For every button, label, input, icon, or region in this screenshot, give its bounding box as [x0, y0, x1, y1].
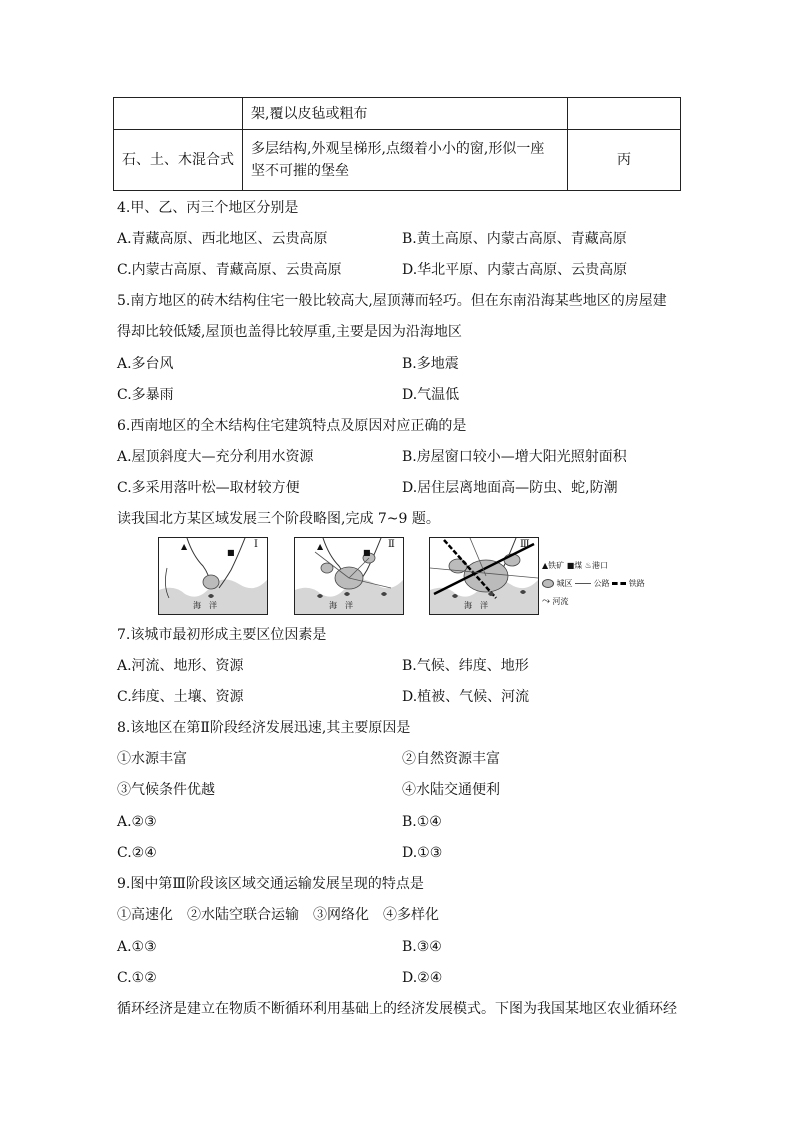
- coal-icon: ■: [363, 548, 371, 557]
- q8-option-b: B.①④: [402, 814, 442, 830]
- q4-option-d: D.华北平原、内蒙古高原、云贵高原: [402, 262, 628, 278]
- stage-2-label: Ⅱ: [388, 539, 395, 550]
- table-cell: 丙: [568, 130, 681, 191]
- legend-line2: [542, 578, 645, 590]
- legend-river: 河流: [552, 597, 569, 606]
- railway-icon: [612, 582, 626, 585]
- q8-item-1: ①水源丰富: [117, 751, 187, 767]
- q8-item-2: ②自然资源丰富: [402, 751, 500, 767]
- q6-option-d: D.居住层离地面高—防虫、蛇,防潮: [402, 480, 618, 496]
- table-cell: [243, 130, 568, 191]
- q5-option-b: B.多地震: [402, 356, 459, 372]
- road-icon: [575, 583, 591, 584]
- coal-icon: ■: [227, 548, 235, 557]
- q9-stem: 9.图中第Ⅲ阶段该区域交通运输发展呈现的特点是: [117, 876, 424, 892]
- table-cell: 架,覆以皮毡或粗布: [243, 98, 568, 130]
- q4-option-a: A.青藏高原、西北地区、云贵高原: [117, 231, 328, 247]
- q6-stem: 6.西南地区的全木结构住宅建筑特点及原因对应正确的是: [117, 418, 467, 434]
- sea-label: 海 洋: [193, 601, 217, 610]
- legend-road: 公路: [593, 579, 610, 588]
- q8-stem: 8.该地区在第Ⅱ阶段经济发展迅速,其主要原因是: [117, 720, 411, 736]
- q6-option-b: B.房屋窗口较小—增大阳光照射面积: [402, 449, 627, 465]
- map-legend: [542, 560, 645, 608]
- q9-option-b: B.③④: [402, 939, 442, 955]
- q7-option-b: B.气候、纬度、地形: [402, 658, 529, 674]
- stage-1-label: Ⅰ: [254, 539, 258, 550]
- q9-option-a: A.①③: [117, 939, 157, 955]
- legend-city: 城区: [556, 579, 573, 588]
- legend-line3: [542, 596, 645, 608]
- q9-option-d: D.②④: [402, 970, 443, 986]
- city-area-icon: [542, 579, 554, 588]
- q5-option-a: A.多台风: [117, 356, 174, 372]
- q6-option-a: A.屋顶斜度大—充分利用水资源: [117, 449, 314, 465]
- q7-option-a: A.河流、地形、资源: [117, 658, 244, 674]
- table-cell-line: 多层结构,外观呈梯形,点缀着小小的窗,形似一座: [251, 141, 545, 157]
- q7-stem: 7.该城市最初形成主要区位因素是: [117, 627, 327, 643]
- outro-paragraph: 循环经济是建立在物质不断循环利用基础上的经济发展模式。下图为我国某地区农业循环经: [117, 1001, 677, 1017]
- sea-label: 海 洋: [464, 601, 488, 610]
- legend-rail: 铁路: [628, 579, 645, 588]
- legend-line1: ▲铁矿 ■煤 ♨港口: [542, 561, 608, 570]
- q4-stem: 4.甲、乙、丙三个地区分别是: [117, 200, 299, 216]
- q7-option-d: D.植被、气候、河流: [402, 689, 530, 705]
- q5-stem-line2: 得却比较低矮,屋顶也盖得比较厚重,主要是因为沿海地区: [117, 324, 462, 340]
- table-cell-line: 坚不可摧的堡垒: [251, 163, 349, 179]
- q8-option-a: A.②③: [117, 814, 157, 830]
- table-cell: [568, 98, 681, 130]
- q9-items: ①高速化 ②水陆空联合运输 ③网络化 ④多样化: [117, 907, 439, 923]
- iron-ore-icon: ▲: [181, 542, 188, 551]
- table-cell: [114, 98, 243, 130]
- map-stage-1: [158, 537, 268, 615]
- q8-item-4: ④水陆交通便利: [402, 782, 500, 798]
- q5-option-c: C.多暴雨: [117, 387, 174, 403]
- q9-option-c: C.①②: [117, 970, 157, 986]
- q8-item-3: ③气候条件优越: [117, 782, 215, 798]
- map-stage-2: [294, 537, 404, 615]
- sea-label: 海 洋: [329, 601, 353, 610]
- table-cell: 石、土、木混合式: [114, 130, 243, 191]
- q5-option-d: D.气温低: [402, 387, 460, 403]
- housing-table: [113, 97, 681, 191]
- q7-option-c: C.纬度、土壤、资源: [117, 689, 244, 705]
- map-stage-3: [429, 537, 539, 615]
- iron-ore-icon: ▲: [317, 542, 324, 551]
- q5-stem-line1: 5.南方地区的砖木结构住宅一般比较高大,屋顶薄而轻巧。但在东南沿海某些地区的房屋建: [117, 293, 667, 309]
- q8-option-c: C.②④: [117, 845, 157, 861]
- q6-option-c: C.多采用落叶松—取材较方便: [117, 480, 300, 496]
- q4-option-c: C.内蒙古高原、青藏高原、云贵高原: [117, 262, 342, 278]
- river-icon: ⤳: [542, 596, 550, 607]
- q4-option-b: B.黄土高原、内蒙古高原、青藏高原: [402, 231, 627, 247]
- stage-3-label: Ⅲ: [520, 539, 530, 550]
- intro-7-9: 读我国北方某区域发展三个阶段略图,完成 7~9 题。: [117, 511, 440, 527]
- q8-option-d: D.①③: [402, 845, 443, 861]
